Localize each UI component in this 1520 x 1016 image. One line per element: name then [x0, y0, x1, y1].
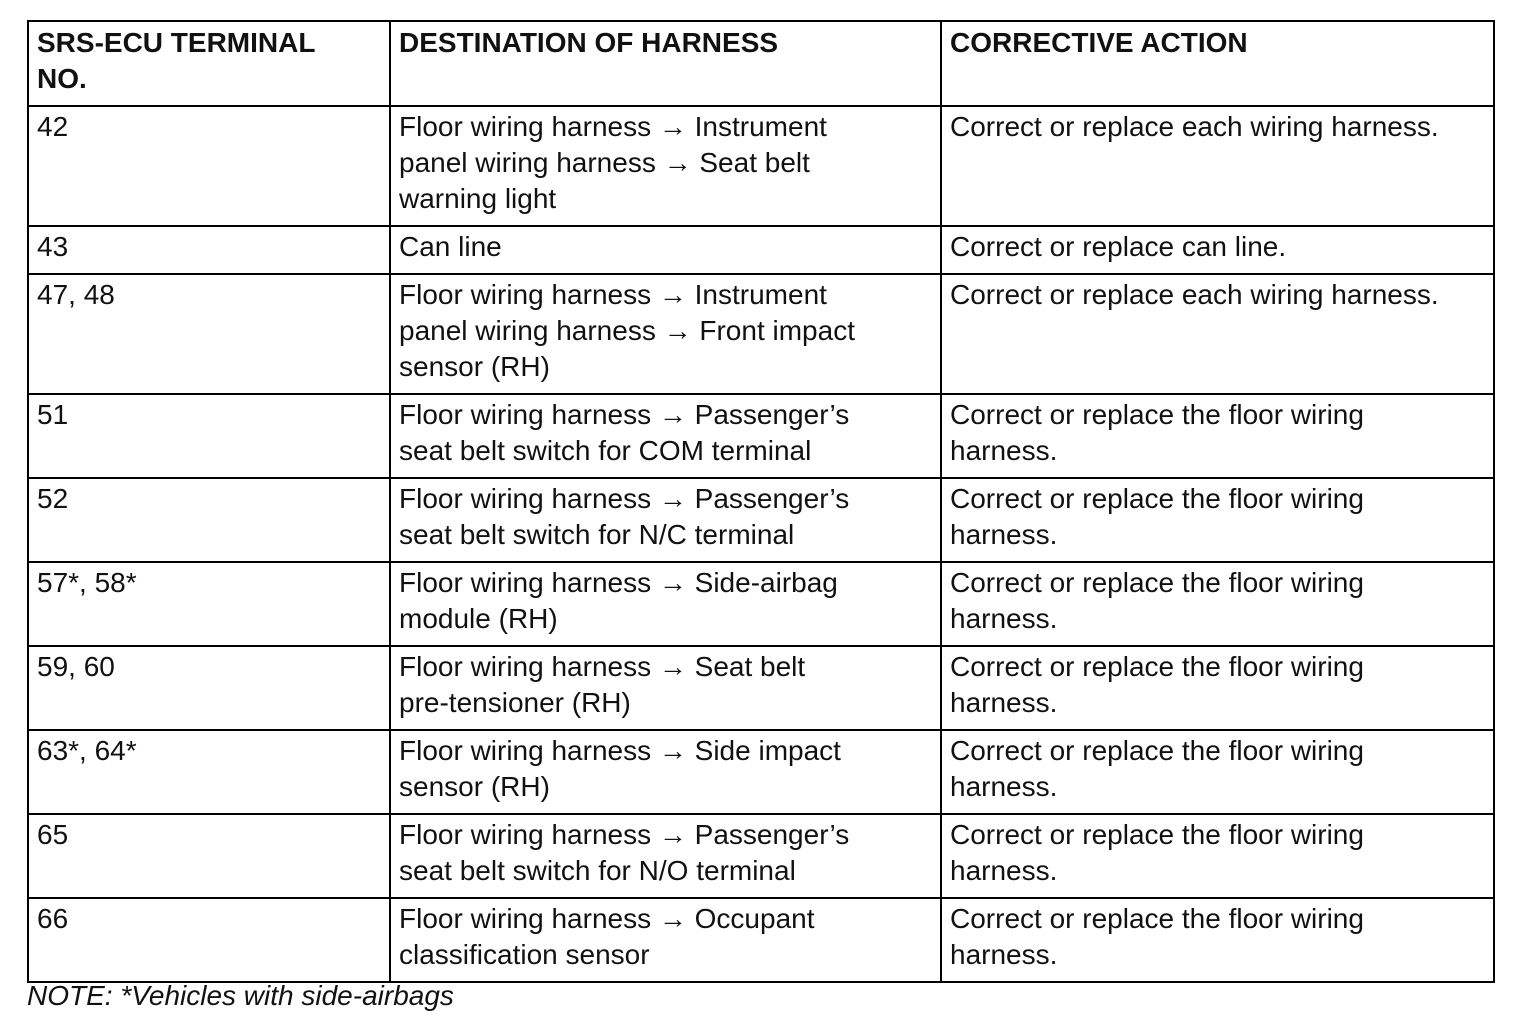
terminal-cell: 57*, 58* [28, 562, 390, 646]
table-header-row [28, 21, 1494, 106]
action-cell: Correct or replace the floor wiring harness. [941, 646, 1494, 730]
table-row [28, 226, 1494, 274]
footnote: NOTE: *Vehicles with side-airbags [27, 980, 454, 1011]
action-cell: Correct or replace each wiring harness. [941, 106, 1494, 226]
action-cell: Correct or replace the floor wiring harness. [941, 814, 1494, 898]
table-row [28, 646, 1494, 730]
destination-cell: Floor wiring harness → Passenger’s seat belt switch for N/C terminal [390, 478, 941, 562]
action-cell: Correct or replace can line. [941, 226, 1494, 274]
table-row [28, 106, 1494, 226]
table-row [28, 730, 1494, 814]
terminal-cell: 65 [28, 814, 390, 898]
table-row [28, 562, 1494, 646]
destination-cell: Floor wiring harness → Passenger’s seat belt switch for N/O terminal [390, 814, 941, 898]
terminal-cell: 43 [28, 226, 390, 274]
header-destination: DESTINATION OF HARNESS [390, 21, 941, 106]
action-cell: Correct or replace the floor wiring harness. [941, 730, 1494, 814]
terminal-cell: 52 [28, 478, 390, 562]
terminal-cell: 66 [28, 898, 390, 982]
table-row [28, 898, 1494, 982]
action-cell: Correct or replace the floor wiring harness. [941, 394, 1494, 478]
terminal-cell: 42 [28, 106, 390, 226]
terminal-cell: 59, 60 [28, 646, 390, 730]
destination-cell: Floor wiring harness → Seat belt pre-tensioner (RH) [390, 646, 941, 730]
action-cell: Correct or replace the floor wiring harness. [941, 898, 1494, 982]
destination-cell: Floor wiring harness → Instrument panel wiring harness → Front impact sensor (RH) [390, 274, 941, 394]
destination-cell: Floor wiring harness → Side-airbag module (RH) [390, 562, 941, 646]
destination-cell: Floor wiring harness → Passenger’s seat belt switch for COM terminal [390, 394, 941, 478]
table-row [28, 814, 1494, 898]
action-cell: Correct or replace the floor wiring harness. [941, 478, 1494, 562]
destination-cell: Floor wiring harness → Side impact sensor (RH) [390, 730, 941, 814]
header-terminal-no: SRS-ECU TERMINAL NO. [28, 21, 390, 106]
action-cell: Correct or replace each wiring harness. [941, 274, 1494, 394]
terminal-harness-table [27, 20, 1495, 983]
terminal-cell: 63*, 64* [28, 730, 390, 814]
destination-cell: Floor wiring harness → Occupant classification sensor [390, 898, 941, 982]
terminal-cell: 47, 48 [28, 274, 390, 394]
table-row [28, 274, 1494, 394]
destination-cell: Floor wiring harness → Instrument panel wiring harness → Seat belt warning light [390, 106, 941, 226]
terminal-cell: 51 [28, 394, 390, 478]
destination-cell: Can line [390, 226, 941, 274]
header-corrective-action: CORRECTIVE ACTION [941, 21, 1494, 106]
table-row [28, 478, 1494, 562]
action-cell: Correct or replace the floor wiring harness. [941, 562, 1494, 646]
table-row [28, 394, 1494, 478]
